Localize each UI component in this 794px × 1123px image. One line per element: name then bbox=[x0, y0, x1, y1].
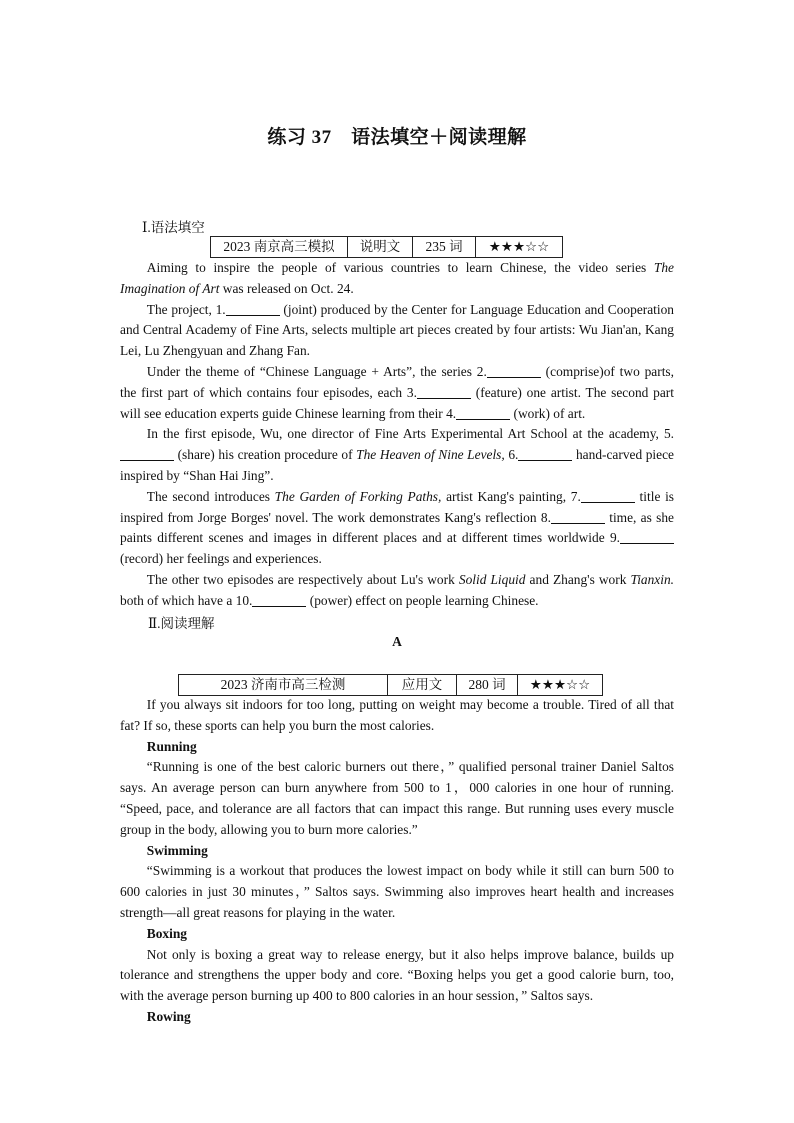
paragraph: The other two episodes are respectively about Lu's work Solid Liquid and Zhang's work Tianxin. both of which have a 10. (power) effect on people learning Chinese. bbox=[120, 571, 675, 608]
answer-blank[interactable] bbox=[120, 446, 174, 461]
answer-blank[interactable] bbox=[487, 363, 541, 378]
info-genre: 应用文 bbox=[388, 675, 457, 696]
section-heading-grammar: Ⅰ.语法填空 bbox=[142, 220, 205, 235]
paragraph: “Running is one of the best caloric burners out there，” qualified personal trainer Daniel Saltos says. An average person can burn anywhere from 500 to 1，000 calories in one hour of running. “Speed, pace, and tolerance are all factors that can impact this range. But running uses every muscle group in the body, allowing you to burn more calories.” bbox=[120, 759, 674, 837]
info-table-reading bbox=[178, 674, 603, 696]
subheading-boxing: Boxing bbox=[146, 925, 187, 941]
paragraph: Not only is boxing a great way to release energy, but it also helps improve balance, builds up tolerance and strengthens the upper body and core. “Boxing helps you get a good calorie burn, too, with the average person burning up 400 to 800 calories in an hour session，” Saltos says. bbox=[120, 946, 674, 1004]
info-wordcount: 280 词 bbox=[457, 675, 518, 696]
section-heading-reading: Ⅱ.阅读理解 bbox=[148, 616, 215, 631]
paragraph: The second introduces The Garden of Forking Paths, artist Kang's painting, 7. title is inspired from Jorge Borges' novel. The work demonstrates Kang's reflection 8. time, as she paints different scenes and images in different places and at different times worldwide 9. (record) her feelings and experiences. bbox=[120, 488, 675, 567]
subheading-swimming: Swimming bbox=[146, 842, 208, 858]
subheading-rowing: Rowing bbox=[146, 1008, 191, 1024]
grammar-passage bbox=[120, 258, 674, 612]
answer-blank[interactable] bbox=[620, 529, 674, 544]
answer-blank[interactable] bbox=[252, 592, 306, 607]
subheading-running: Running bbox=[146, 738, 197, 754]
paragraph: “Swimming is a workout that produces the lowest impact on body while it still can burn 500 to 600 calories in just 30 minutes，” Saltos says. Swimming also improves heart health and increases strength—all great reasons for playing in the water. bbox=[120, 863, 674, 920]
info-table-grammar bbox=[210, 236, 563, 258]
info-source: 2023 南京高三模拟 bbox=[211, 237, 348, 258]
info-source: 2023 济南市高三检测 bbox=[179, 675, 388, 696]
paragraph: If you always sit indoors for too long, putting on weight may become a trouble. Tired of all that fat? If so, these sports can help you burn the most calories. bbox=[120, 697, 674, 733]
info-wordcount: 235 词 bbox=[413, 237, 476, 258]
info-difficulty-stars: ★★★☆☆ bbox=[518, 675, 603, 696]
paragraph: Aiming to inspire the people of various countries to learn Chinese, the video series The Imagination of Art was released on Oct. 24. bbox=[120, 260, 674, 296]
answer-blank[interactable] bbox=[581, 488, 635, 503]
answer-blank[interactable] bbox=[417, 384, 471, 399]
paragraph: Under the theme of “Chinese Language + Arts”, the series 2. (comprise)of two parts, the first part of which contains four episodes, each 3. (feature) one artist. The second part will see education experts guide Chinese learning from their 4. (work) of art. bbox=[120, 363, 674, 421]
paragraph: In the first episode, Wu, one director of Fine Arts Experimental Art School at the academy, 5. (share) his creation procedure of The Heaven of Nine Levels, 6. hand-carved piece inspired by “Shan Hai Jing”. bbox=[120, 426, 674, 483]
answer-blank[interactable] bbox=[518, 446, 572, 461]
page-title: 练习 37 语法填空＋阅读理解 bbox=[267, 127, 527, 148]
passage-letter: A bbox=[392, 634, 402, 649]
answer-blank[interactable] bbox=[551, 509, 605, 524]
answer-blank[interactable] bbox=[226, 301, 280, 316]
answer-blank[interactable] bbox=[456, 405, 510, 420]
info-difficulty-stars: ★★★☆☆ bbox=[476, 237, 563, 258]
reading-passage bbox=[120, 695, 674, 1028]
info-genre: 说明文 bbox=[348, 237, 413, 258]
paragraph: The project, 1. (joint) produced by the Center for Language Education and Cooperation and Central Academy of Fine Arts, selects multiple art pieces created by four artists: Wu Jian'an, Kang Lei, Lu Zhengyuan and Zhang Fan. bbox=[120, 301, 674, 359]
